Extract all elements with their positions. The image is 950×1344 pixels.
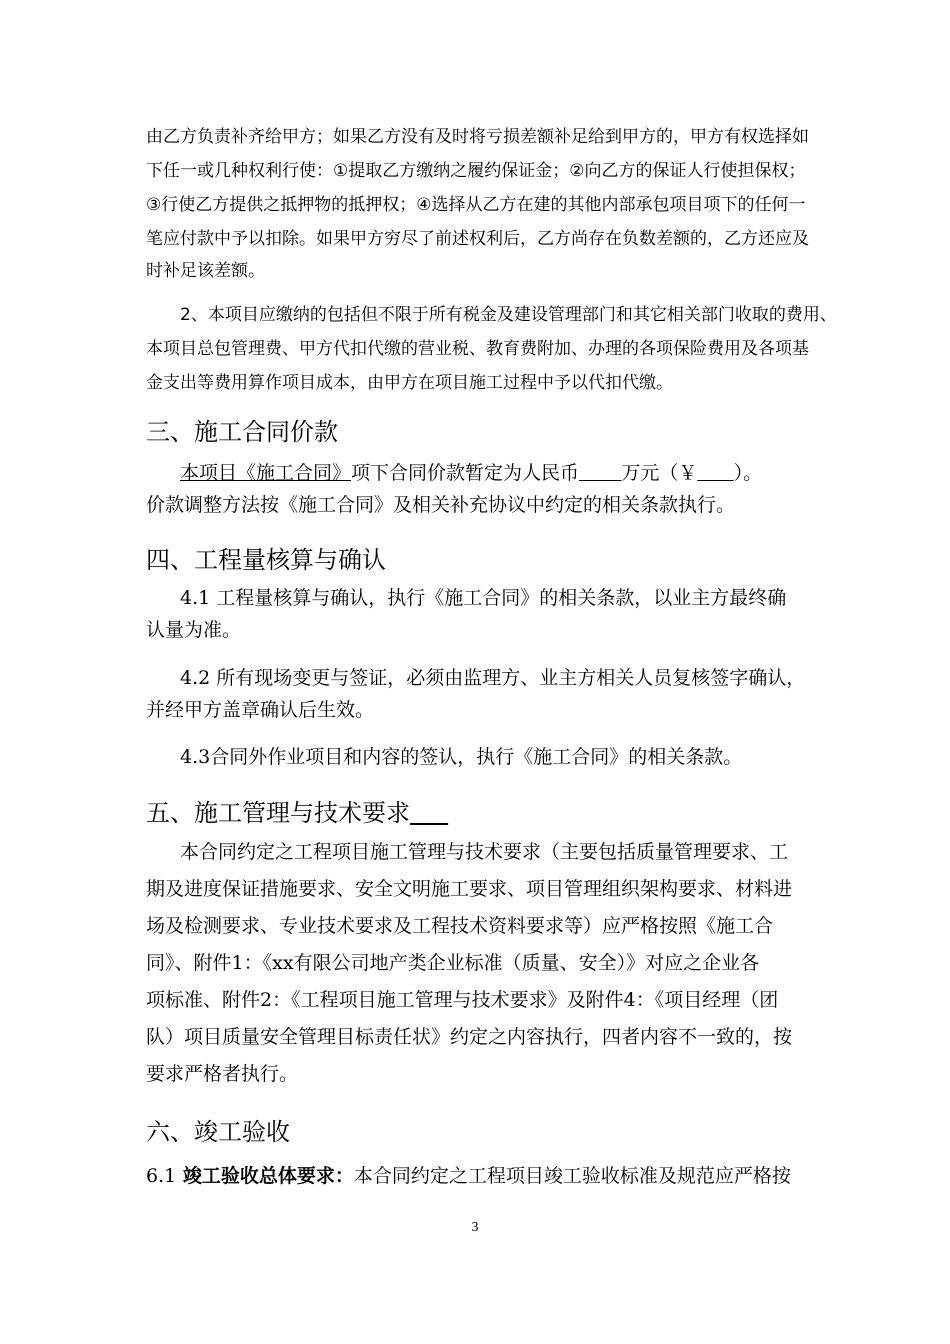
paragraph-line: 队）项目质量安全管理目标责任状》约定之内容执行，四者内容不一致的，按 [146, 1026, 793, 1048]
text-span: 本合同约定之工程项目竣工验收标准及规范应严格按 [353, 1165, 791, 1187]
section-heading: 三、施工合同价款 [146, 418, 338, 446]
paragraph-line [180, 583, 786, 610]
blank-line [410, 799, 448, 827]
section-heading [146, 793, 448, 828]
paragraph-line [146, 1161, 791, 1188]
blank-line [579, 462, 621, 484]
paragraph-line: 并经甲方盖章确认后生效。 [146, 699, 375, 721]
text-span: 所有现场变更与签证，必须由监理方、业主方相关人员复核签字确认， [210, 667, 806, 689]
paragraph-line: 本项目总包管理费、甲方代扣代缴的营业税、教育费附加、办理的各项保险费用及各项基 [146, 339, 809, 359]
paragraph-line: 场及检测要求、专业技术要求及工程技术资料要求等）应严格按照《施工合 [146, 915, 774, 937]
text-span: 合同外作业项目和内容的签认，执行《施工合同》的相关条款。 [210, 746, 743, 768]
clause-number: 6.1 [146, 1165, 177, 1187]
clause-number: 4.2 [180, 667, 211, 689]
paragraph-line: 价款调整方法按《施工合同》及相关补充协议中约定的相关条款执行。 [146, 494, 736, 516]
text-span: ：《项目经理（团 [635, 989, 779, 1011]
text-span: ：《工程项目施工管理与技术要求》及附件 [272, 989, 624, 1011]
attachment-number: 4 [623, 989, 636, 1011]
blank-line [697, 462, 733, 484]
paragraph-line [180, 663, 805, 690]
attachment-number: 1 [231, 952, 244, 974]
text-span: 同》、附件 [146, 952, 232, 974]
section-heading: 四、工程量核算与确认 [146, 546, 386, 574]
text-span: 项标准、附件 [146, 989, 261, 1011]
paragraph-line: 金支出等费用算作项目成本，由甲方在项目施工过程中予以代扣代缴。 [146, 373, 673, 393]
text-span: xx [272, 952, 294, 974]
paragraph-line [146, 985, 778, 1012]
paragraph-line: 时补足该差额。 [146, 261, 265, 281]
text-span: 有限公司地产类企业标准（质量、安全）》对应之企业各 [293, 952, 760, 974]
text-span: 万元（￥ [621, 462, 698, 484]
paragraph-line: 笔应付款中予以扣除。如果甲方穷尽了前述权利后，乙方尚存在负数差额的，乙方还应及 [146, 229, 809, 249]
paragraph-line: 期及进度保证措施要求、安全文明施工要求、项目管理组织架构要求、材料进 [146, 878, 793, 900]
paragraph-line [180, 742, 742, 769]
attachment-number: 2 [260, 989, 273, 1011]
paragraph-line [146, 948, 759, 975]
paragraph-line [180, 458, 762, 485]
page-number: 3 [471, 1220, 479, 1235]
section-heading: 六、竣工验收 [146, 1118, 290, 1146]
paragraph-line: 下任一或几种权利行使：①提取乙方缴纳之履约保证金；②向乙方的保证人行使担保权； [146, 161, 806, 181]
text-span: 项下合同价款暂定为人民币 [351, 462, 580, 484]
paragraph-line: ③行使乙方提供之抵押物的抵押权；④选择从乙方在建的其他内部承包项目项下的任何一 [146, 195, 806, 215]
text-span: ：《 [243, 952, 273, 974]
paragraph-line: 本合同约定之工程项目施工管理与技术要求（主要包括质量管理要求、工 [180, 841, 789, 863]
paragraph-line: 要求严格者执行。 [146, 1063, 299, 1085]
text-span: ）。 [733, 462, 763, 484]
paragraph-line: 认量为准。 [146, 619, 242, 641]
clause-number: 4.1 [180, 587, 211, 609]
heading-text: 五、施工管理与技术要求 [146, 799, 410, 827]
clause-number: 4.3 [180, 746, 211, 768]
paragraph-line: 由乙方负责补齐给甲方；如果乙方没有及时将亏损差额补足给到甲方的，甲方有权选择如 [146, 127, 809, 147]
underlined-text: 本项目《施工合同》 [180, 462, 352, 484]
text-span: 工程量核算与确认，执行《施工合同》的相关条款，以业主方最终确 [210, 587, 787, 609]
bold-lead: 竣工验收总体要求： [176, 1165, 354, 1187]
paragraph-line: 2、本项目应缴纳的包括但不限于所有税金及建设管理部门和其它相关部门收取的费用、 [180, 305, 837, 325]
